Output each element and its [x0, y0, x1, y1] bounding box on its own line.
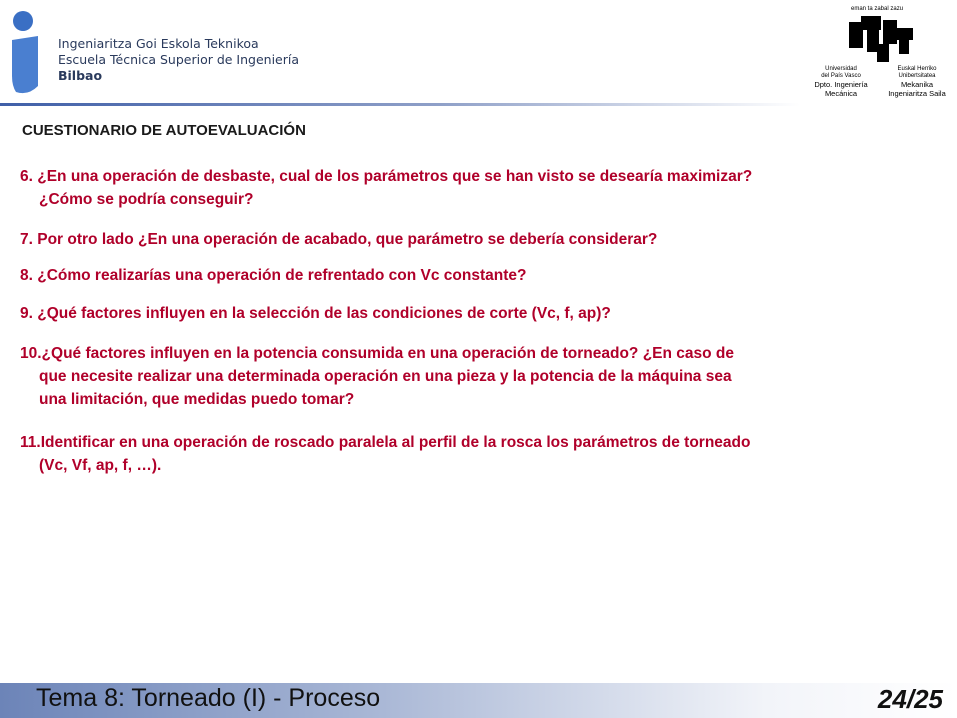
page-number: 24/25	[877, 684, 943, 714]
question-7-line-1: 7. Por otro lado ¿En una operación de acabado, que parámetro se debería considerar?	[20, 231, 658, 248]
school-name-line-1: Ingeniaritza Goi Eskola Teknikoa	[58, 36, 259, 51]
question-10-line-1: 10.¿Qué factores influyen en la potencia consumida en una operación de torneado? ¿En caso de	[20, 345, 735, 362]
question-10	[20, 342, 734, 411]
footer-title: Tema 8: Torneado (I) - Proceso	[36, 684, 381, 712]
upv-right-big-1: Mekanika	[900, 80, 934, 89]
upv-left-big-2: Mecánica	[824, 89, 858, 98]
question-6-line-2: ¿Cómo se podría conseguir?	[39, 191, 254, 208]
upv-left-small-2: del País Vasco	[821, 73, 861, 79]
question-10-line-3: una limitación, que medidas puedo tomar?	[39, 391, 355, 408]
question-6	[20, 165, 752, 211]
question-11	[20, 431, 750, 477]
upv-left-big-1: Dpto. Ingeniería	[814, 80, 868, 89]
question-9	[20, 302, 611, 325]
question-11-line-1: 11.Identificar en una operación de roscado paralela al perfil de la rosca los parámetros de torneado	[20, 434, 751, 451]
section-title: CUESTIONARIO DE AUTOEVALUACIÓN	[22, 122, 306, 139]
school-i-logo-icon	[8, 6, 53, 98]
question-11-line-2: (Vc, Vf, ap, f, …).	[39, 457, 162, 474]
upv-logo	[805, 4, 955, 102]
upv-motto: eman ta zabal zazu	[851, 6, 904, 12]
upv-right-big-2: Ingeniaritza Saila	[888, 89, 946, 98]
question-8-line-1: 8. ¿Cómo realizarías una operación de refrentado con Vc constante?	[20, 267, 527, 284]
upv-left-small-1: Universidad	[825, 66, 857, 72]
school-logo	[8, 6, 300, 98]
upv-emblem-icon	[847, 16, 917, 64]
school-name-line-2: Escuela Técnica Superior de Ingeniería	[58, 52, 300, 67]
header-divider	[0, 103, 800, 106]
question-6-line-1: 6. ¿En una operación de desbaste, cual de los parámetros que se han visto se desearía maximizar?	[20, 168, 753, 185]
upv-right-caption	[879, 66, 955, 98]
school-name-line-3: Bilbao	[58, 68, 103, 83]
question-10-line-2: que necesite realizar una determinada operación en una pieza y la potencia de la máquina sea	[39, 368, 732, 385]
question-8	[20, 264, 526, 287]
school-name	[58, 36, 299, 84]
upv-right-small-2: Unibertsitatea	[898, 73, 936, 79]
upv-left-caption	[805, 66, 877, 98]
question-7	[20, 228, 657, 251]
question-9-line-1: 9. ¿Qué factores influyen en la selección de las condiciones de corte (Vc, f, ap)?	[20, 305, 611, 322]
upv-right-small-1: Euskal Herriko	[897, 66, 937, 72]
